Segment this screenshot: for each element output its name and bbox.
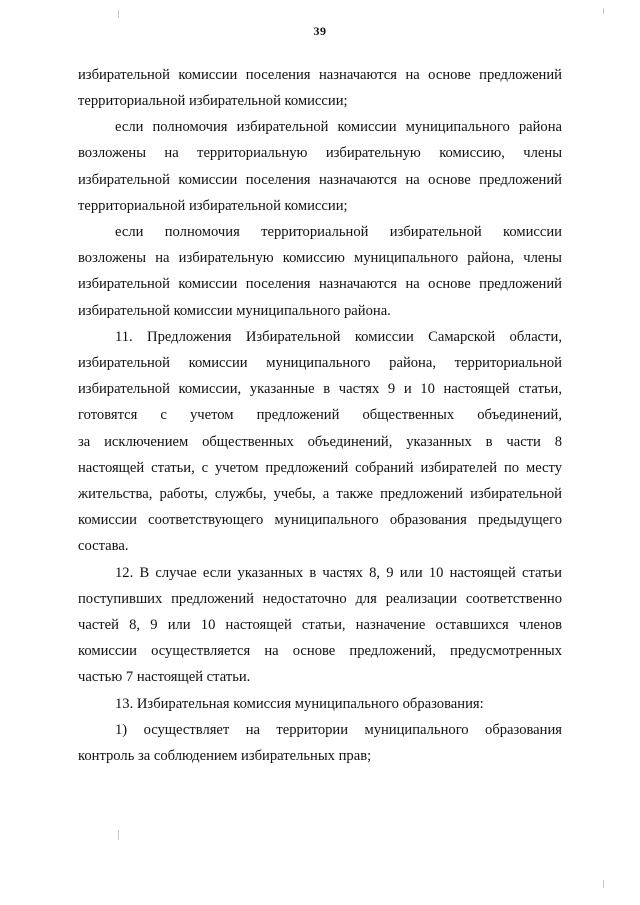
text-line: возложены на территориальную избирательную комиссию, члены: [78, 145, 562, 161]
text-line: комиссии соответствующего муниципального образования предыдущего: [78, 512, 562, 528]
text-line: частей 8, 9 или 10 настоящей статьи, назначение оставшихся членов: [78, 617, 562, 633]
text-line: возложены на избирательную комиссию муниципального района, члены: [78, 250, 562, 266]
scan-speck: [603, 880, 604, 888]
text-line: частью 7 настоящей статьи.: [78, 669, 251, 685]
text-line: 11. Предложения Избирательной комиссии Самарской области,: [115, 329, 562, 345]
page-number: 39: [313, 24, 327, 38]
text-line: состава.: [78, 538, 129, 554]
text-line: территориальной избирательной комиссии;: [78, 93, 348, 109]
text-line: 12. В случае если указанных в частях 8, 9 или 10 настоящей статьи: [115, 565, 562, 581]
text-line: комиссии осуществляется на основе предложений, предусмотренных: [78, 643, 562, 659]
scan-speck: [118, 10, 119, 18]
text-line: избирательной комиссии муниципального района, территориальной: [78, 355, 562, 371]
text-line: территориальной избирательной комиссии;: [78, 198, 348, 214]
text-line: контроль за соблюдением избирательных прав;: [78, 748, 372, 764]
text-line: избирательной комиссии поселения назначаются на основе предложений: [78, 172, 562, 188]
text-line: если полномочия избирательной комиссии муниципального района: [115, 119, 562, 135]
text-line: готовятся с учетом предложений общественных объединений,: [78, 407, 562, 423]
text-line: поступивших предложений недостаточно для реализации соответственно: [78, 591, 562, 607]
text-line: избирательной комиссии поселения назначаются на основе предложений: [78, 67, 562, 83]
scan-speck: [603, 8, 604, 14]
scan-speck: [118, 830, 119, 840]
text-line: 13. Избирательная комиссия муниципального образования:: [115, 696, 484, 712]
text-line: жительства, работы, службы, учебы, а также предложений избирательной: [78, 486, 562, 502]
text-line: избирательной комиссии муниципального района.: [78, 303, 391, 319]
text-line: настоящей статьи, с учетом предложений собраний избирателей по месту: [78, 460, 562, 476]
text-line: 1) осуществляет на территории муниципального образования: [115, 722, 562, 738]
text-line: если полномочия территориальной избирательной комиссии: [115, 224, 562, 240]
text-line: за исключением общественных объединений, указанных в части 8: [78, 434, 562, 450]
text-line: избирательной комиссии поселения назначаются на основе предложений: [78, 276, 562, 292]
text-line: избирательной комиссии, указанные в частях 9 и 10 настоящей статьи,: [78, 381, 562, 397]
